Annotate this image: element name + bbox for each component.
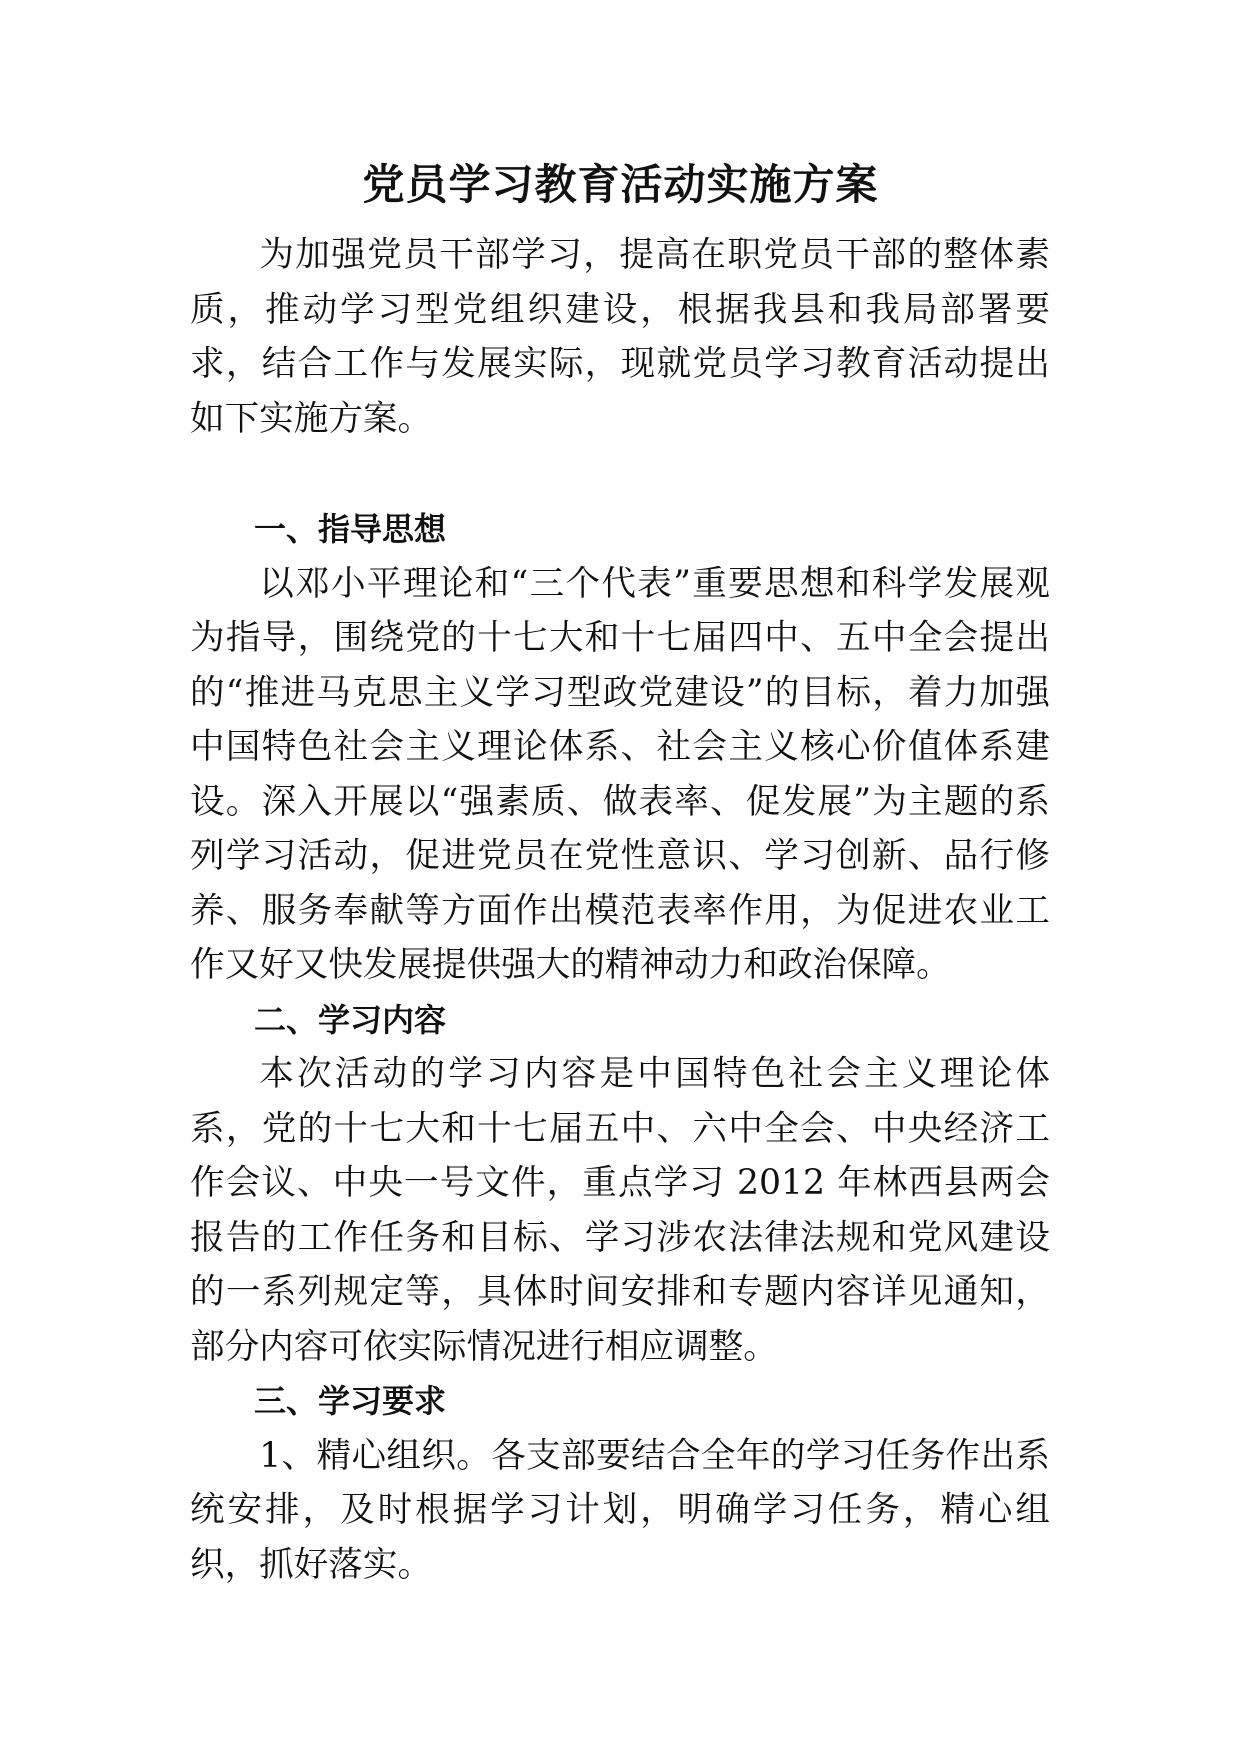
section-spacer	[190, 446, 1050, 502]
page-title: 党员学习教育活动实施方案	[362, 160, 879, 209]
section-paragraph-guiding-ideology: 以邓小平理论和“三个代表”重要思想和科学发展观为指导，围绕党的十七大和十七届四中、五中全会提出的“推进马克思主义学习型政党建设”的目标，着力加强中国特色社会主义理论体系、社会主义核心价值体系建设。深入开展以“强素质、做表率、促发展”为主题的系列学习活动，促进党员在党性意识、学习创新、品行修养、服务奉献等方面作出模范表率作用，为促进农业工作又好又快发展提供强大的精神动力和政治保障。	[190, 563, 1050, 985]
section-paragraph-study-content: 本次活动的学习内容是中国特色社会主义理论体系，党的十七大和十七届五中、六中全会、中央经济工作会议、中央一号文件，重点学习 2012 年林西县两会报告的工作任务和目标、学习涉农法律法规和党风建设的一系列规定等，具体时间安排和专题内容详见通知，部分内容可依实际情况进行相应调整。	[190, 1054, 1050, 1367]
section-heading-guiding-ideology: 一、指导思想	[254, 510, 447, 548]
document-body	[190, 228, 1050, 1592]
section-heading-study-requirements: 三、学习要求	[254, 1382, 447, 1420]
section-heading-study-content: 二、学习内容	[254, 1000, 447, 1039]
intro-paragraph: 为加强党员干部学习，提高在职党员干部的整体素质，推动学习型党组织建设，根据我县和我局部署要求，结合工作与发展实际，现就党员学习教育活动提出如下实施方案。	[190, 235, 1050, 439]
section-paragraph-study-requirements: 1、精心组织。各支部要结合全年的学习任务作出系统安排，及时根据学习计划，明确学习任务，精心组织，抓好落实。	[190, 1435, 1050, 1585]
